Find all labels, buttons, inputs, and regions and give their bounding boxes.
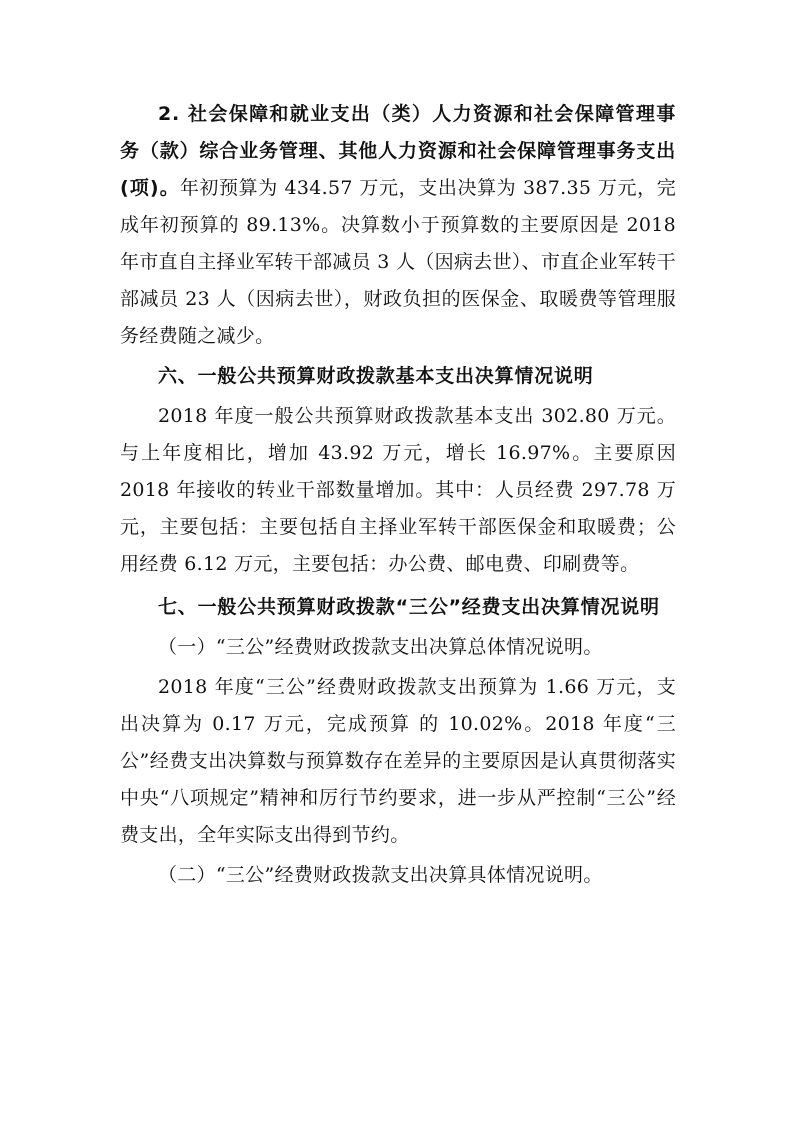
section7-sub1-heading: （一）“三公”经费财政拨款支出决算总体情况说明。	[158, 636, 603, 658]
section2-bold-title: 2. 社会保障和就业支出（类）人力资源和社会保障管理事务（款）综合业务管理、其他人力资源和社会保障管理事务支出(项)。	[120, 103, 676, 199]
section2-paragraph	[120, 96, 676, 355]
document-page	[120, 96, 676, 894]
section7-sub1-body: 2018 年度“三公”经费财政拨款支出预算为 1.66 万元，支出决算为 0.17 万元，完成预算 的 10.02%。2018 年度“三公”经费支出决算数与预算数存在差异的主要原因是认真贯彻落实中央“八项规定”精神和厉行节约要求，进一步从严控制“三公”经费支出，全年实际支出得到节约。	[120, 676, 676, 846]
section2-body: 年初预算为 434.57 万元，支出决算为 387.35 万元，完成年初预算的 89.13%。决算数小于预算数的主要原因是 2018 年市直自主择业军转干部减员 3 人（因病去世）、市直企业军转干部减员 23 人（因病去世），财政负担的医保金、取暖费等管理服务经费随之减少。	[120, 177, 676, 347]
section6-body: 2018 年度一般公共预算财政拨款基本支出 302.80 万元。与上年度相比，增加 43.92 万元，增长 16.97%。主要原因 2018 年接收的转业干部数量增加。其中：人员经费 297.78 万元，主要包括：主要包括自主择业军转干部医保金和取暖费；公用经费 6.12 万元，主要包括：办公费、邮电费、印刷费等。	[120, 405, 676, 575]
section6-heading: 六、一般公共预算财政拨款基本支出决算情况说明	[158, 365, 594, 387]
section7-sub2-heading: （二）“三公”经费财政拨款支出决算具体情况说明。	[158, 864, 603, 886]
section7-heading: 七、一般公共预算财政拨款“三公”经费支出决算情况说明	[158, 596, 660, 618]
